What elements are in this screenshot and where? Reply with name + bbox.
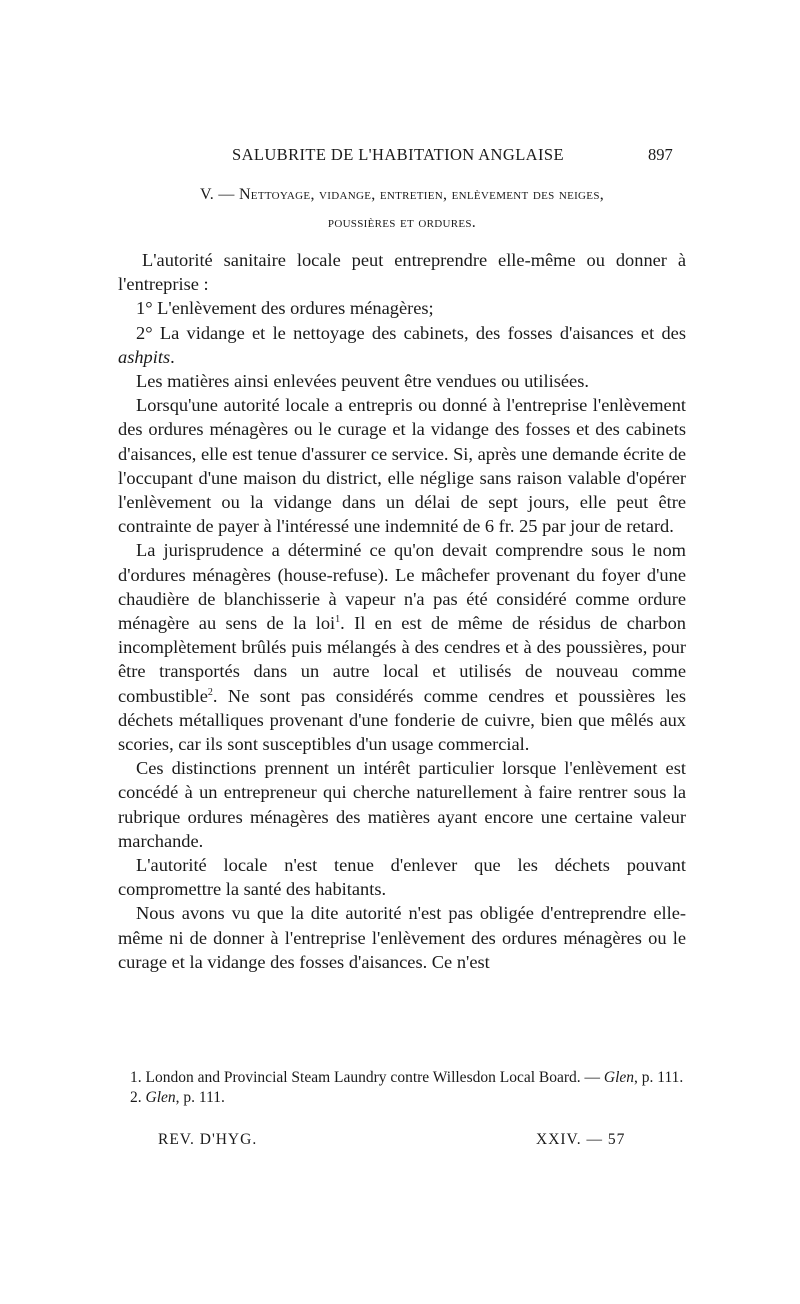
footnote-1 bbox=[118, 1068, 686, 1088]
page-number: 897 bbox=[648, 145, 673, 164]
footnote-2-prefix: 2. bbox=[130, 1089, 142, 1106]
section-heading bbox=[118, 181, 686, 237]
paragraph-2: 1° L'enlèvement des ordures ménagères; bbox=[136, 298, 434, 319]
journal-signature: REV. D'HYG. bbox=[158, 1131, 258, 1148]
paragraph-9: Nous avons vu que la dite autorité n'est pas obligée d'entreprendre elle-même ni de donner à l'entreprise l'enlèvement des ordures ménagères ou le curage et la vidange des fosses d'aisances. Ce n'est bbox=[118, 903, 686, 972]
paragraph-4: Les matières ainsi enlevées peuvent être vendues ou utilisées. bbox=[136, 371, 589, 392]
footnote-2-end: , p. 111. bbox=[175, 1089, 225, 1106]
footnote-2 bbox=[118, 1088, 686, 1108]
paragraph-5: Lorsqu'une autorité locale a entrepris ou donné à l'entreprise l'enlèvement des ordures ménagères ou le curage et la vidange des fosses et des cabinets d'aisances, elle est tenue d'assurer ce service. Si, après une demande écrite de l'occupant d'une maison du district, elle néglige sans raison valable d'opérer l'enlèvement ou la vidange dans un délai de sept jours, elle peut être contrainte de payer à l'intéressé une indemnité de 6 fr. 25 par jour de retard. bbox=[118, 395, 686, 537]
footnote-1-italic: Glen bbox=[603, 1069, 635, 1086]
paragraph-3 bbox=[118, 321, 686, 369]
paragraph-3-end: . bbox=[170, 346, 175, 367]
paragraph-6-part-a: La jurisprudence a déterminé ce qu'on devait comprendre sous le nom d'ordures ménagères (house-refuse). Le mâchefer provenant du foyer d'une chaudière de blanchisserie à vapeur n'a pas été considéré comme ordure ménagère au sens de la loi bbox=[118, 540, 686, 634]
page-header bbox=[0, 145, 800, 169]
footnote-1-text: 1. London and Provincial Steam Laundry contre Willesdon Local Board. — bbox=[130, 1069, 601, 1086]
section-title-line2: poussières et ordures. bbox=[327, 214, 477, 231]
volume-signature: XXIV. — 57 bbox=[536, 1131, 626, 1148]
running-title: SALUBRITE DE L'HABITATION ANGLAISE bbox=[232, 145, 564, 164]
paragraph-3-text: 2° La vidange et le nettoyage des cabinets, des fosses d'aisances et des bbox=[136, 322, 686, 343]
footnotes bbox=[118, 1068, 686, 1108]
section-numeral: V. — bbox=[199, 186, 235, 203]
paragraph-6-part-b: . Il en est de même de résidus de charbon incomplètement brûlés puis mélangés à des cendres et à des poussières, pour être transportés dans un autre local et utilisés de nouveau comme combustible bbox=[118, 613, 686, 706]
paragraph-8: L'autorité locale n'est tenue d'enlever que les déchets pouvant compromettre la santé des habitants. bbox=[118, 855, 686, 900]
paragraph-1: L'autorité sanitaire locale peut entreprendre elle-même ou donner à l'entreprise : bbox=[118, 250, 686, 295]
paragraph-3-italic: ashpits bbox=[118, 346, 171, 367]
section-heading-line1 bbox=[118, 181, 686, 209]
paragraph-6 bbox=[118, 538, 686, 756]
footnote-ref-1: 1 bbox=[335, 613, 341, 625]
footnote-2-italic: Glen bbox=[145, 1089, 176, 1106]
footnote-ref-2: 2 bbox=[207, 686, 213, 698]
paragraph-7: Ces distinctions prennent un intérêt particulier lorsque l'enlèvement est concédé à un entrepreneur qui cherche naturellement à faire rentrer sous la rubrique ordures ménagères des matières ayant encore une certaine valeur marchande. bbox=[118, 758, 686, 851]
footnote-1-end: , p. 111. bbox=[634, 1069, 684, 1086]
body-text bbox=[118, 248, 686, 974]
section-title-line1: Nettoyage, vidange, entretien, enlèvement des neiges, bbox=[238, 186, 605, 203]
paragraph-6-part-c: . Ne sont pas considérés comme cendres et poussières les déchets métalliques provenant d'une fonderie de cuivre, bien que mêlés aux scories, car ils sont susceptibles d'un usage commercial. bbox=[118, 685, 686, 755]
